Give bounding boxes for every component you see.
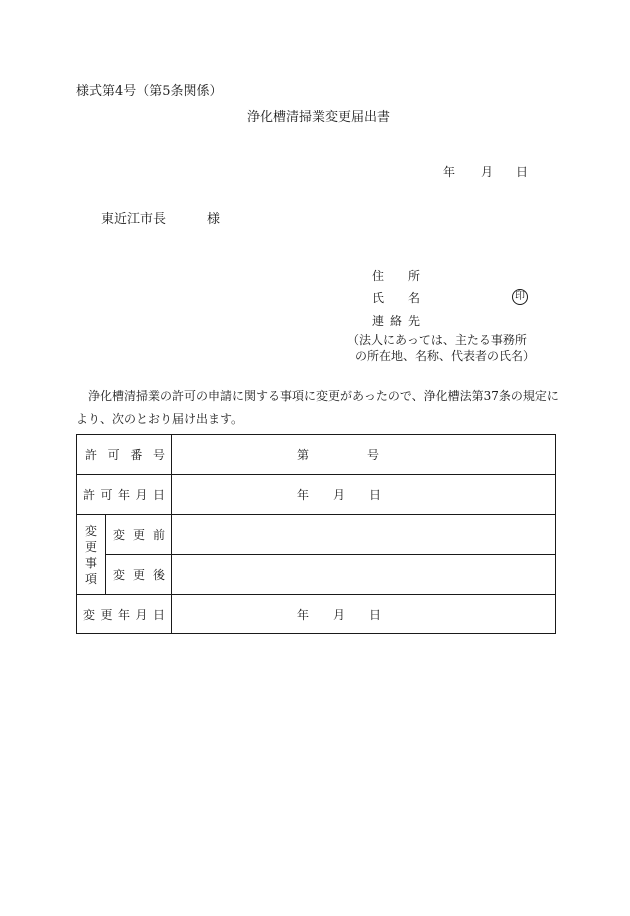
permit-date-month[interactable]: 月 — [333, 488, 346, 502]
change-form-table — [76, 434, 556, 634]
permit-number-suffix[interactable]: 号 — [367, 448, 380, 462]
addressee-name: 東近江市長 — [101, 212, 167, 227]
document-title: 浄化槽清掃業変更届出書 — [247, 110, 391, 125]
date-month: 月 — [481, 165, 494, 179]
permit-number-label: 許 可 番 号 — [85, 448, 165, 462]
name-label-char: 名 — [408, 291, 421, 305]
before-change-label: 変 更 前 — [113, 528, 165, 542]
body-text-line2: より、次のとおり届け出ます。 — [76, 412, 244, 426]
after-change-label: 変 更 後 — [113, 568, 165, 582]
seal-mark: 印 — [512, 289, 528, 305]
change-date-year[interactable]: 年 — [297, 607, 310, 622]
corporate-note-line2: の所在地、名称、代表者の氏名） — [355, 349, 536, 363]
name-label-char: 氏 — [372, 291, 385, 305]
contact-label-char: 絡 — [390, 314, 403, 328]
change-date-month[interactable]: 月 — [333, 607, 346, 622]
permit-number-prefix[interactable]: 第 — [297, 448, 310, 462]
address-label-char: 所 — [408, 269, 421, 283]
contact-label-char: 連 — [372, 314, 385, 328]
body-text-line1: 浄化槽清掃業の許可の申請に関する事項に変更があったので、浄化槽法第37条の規定に — [88, 389, 559, 403]
change-items-label: 変 更 事 項 — [84, 524, 97, 586]
corporate-note-line1: （法人にあっては、主たる事務所 — [347, 333, 527, 347]
permit-date-day[interactable]: 日 — [369, 488, 382, 502]
after-change-field[interactable] — [173, 555, 553, 594]
table-column-divider — [171, 435, 172, 633]
date-day: 日 — [516, 165, 529, 179]
date-year: 年 — [443, 165, 456, 179]
table-column-divider — [105, 514, 106, 594]
contact-label-char: 先 — [408, 314, 421, 328]
before-change-field[interactable] — [173, 515, 553, 554]
form-number: 様式第4号（第5条関係） — [76, 84, 223, 99]
change-date-label: 変 更 年 月 日 — [83, 607, 165, 622]
change-date-day[interactable]: 日 — [369, 607, 382, 622]
permit-date-year[interactable]: 年 — [297, 488, 310, 502]
permit-date-label: 許 可 年 月 日 — [83, 488, 165, 502]
address-label-char: 住 — [372, 269, 385, 283]
addressee-honorific: 様 — [207, 212, 221, 227]
